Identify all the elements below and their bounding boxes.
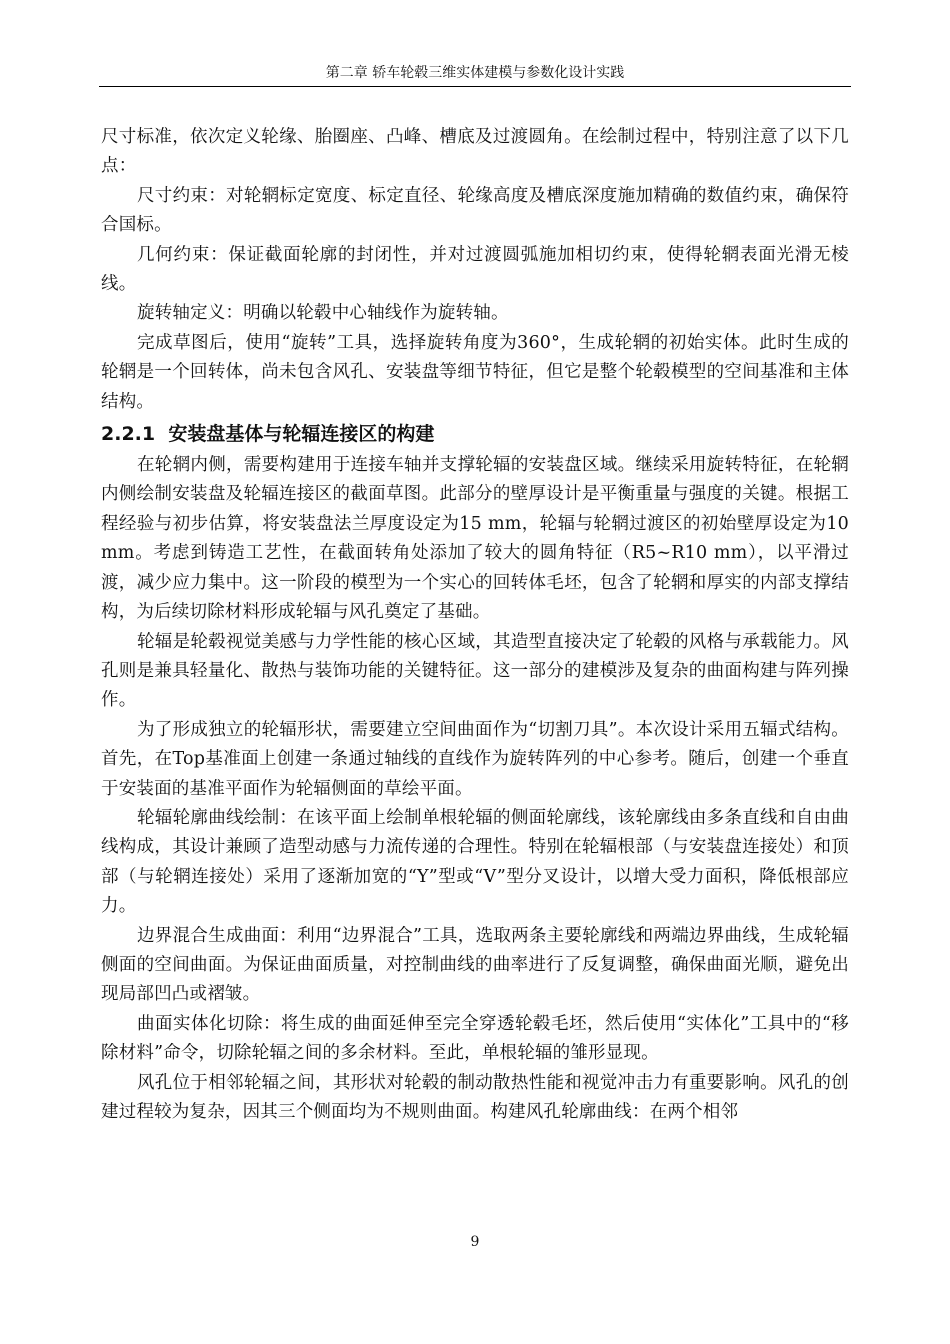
paragraph: 风孔位于相邻轮辐之间，其形状对轮毂的制动散热性能和视觉冲击力有重要影响。风孔的创建过程较为复杂，因其三个侧面均为不规则曲面。构建风孔轮廓曲线：在两个相邻: [101, 1072, 849, 1122]
paragraph: 轮辐轮廓曲线绘制：在该平面上绘制单根轮辐的侧面轮廓线，该轮廓线由多条直线和自由曲线构成，其设计兼顾了造型动感与力流传递的合理性。特别在轮辐根部（与安装盘连接处）和顶部（与轮辋连接处）采用了逐渐加宽的“Y”型或“V”型分叉设计，以增大受力面积，降低根部应力。: [101, 807, 849, 917]
body-text: [101, 123, 849, 1127]
paragraph: 尺寸标准，依次定义轮缘、胎圈座、凸峰、槽底及过渡圆角。在绘制过程中，特别注意了以下几点：: [101, 127, 849, 177]
section-heading: [101, 419, 849, 449]
section-number: 2.2.1: [101, 423, 156, 446]
paragraph: 为了形成独立的轮辐形状，需要建立空间曲面作为“切割刀具”。本次设计采用五辐式结构。首先，在Top基准面上创建一条通过轴线的直线作为旋转阵列的中心参考。随后，创建一个垂直于安装面的基准平面作为轮辐侧面的草绘平面。: [101, 719, 849, 799]
paragraph: 完成草图后，使用“旋转”工具，选择旋转角度为360°，生成轮辋的初始实体。此时生成的轮辋是一个回转体，尚未包含风孔、安装盘等细节特征，但它是整个轮毂模型的空间基准和主体结构。: [101, 332, 849, 412]
paragraph: 轮辐是轮毂视觉美感与力学性能的核心区域，其造型直接决定了轮毂的风格与承载能力。风孔则是兼具轻量化、散热与装饰功能的关键特征。这一部分的建模涉及复杂的曲面构建与阵列操作。: [101, 631, 849, 711]
paragraph: 边界混合生成曲面：利用“边界混合”工具，选取两条主要轮廓线和两端边界曲线，生成轮辐侧面的空间曲面。为保证曲面质量，对控制曲线的曲率进行了反复调整，确保曲面光顺，避免出现局部凹凸或褶皱。: [101, 925, 849, 1005]
section-title: 安装盘基体与轮辐连接区的构建: [168, 423, 435, 446]
page-number: 9: [470, 1234, 480, 1250]
header-divider: [99, 86, 851, 87]
paragraph: 在轮辋内侧，需要构建用于连接车轴并支撑轮辐的安装盘区域。继续采用旋转特征，在轮辋内侧绘制安装盘及轮辐连接区的截面草图。此部分的壁厚设计是平衡重量与强度的关键。根据工程经验与初步估算，将安装盘法兰厚度设定为15 mm，轮辐与轮辋过渡区的初始壁厚设定为10 mm。考虑到铸造工艺性，在截面转角处添加了较大的圆角特征（R5~R10 mm），以平滑过渡，减少应力集中。这一阶段的模型为一个实心的回转体毛坯，包含了轮辋和厚实的内部支撑结构，为后续切除材料形成轮辐与风孔奠定了基础。: [101, 455, 849, 623]
paragraph: 尺寸约束：对轮辋标定宽度、标定直径、轮缘高度及槽底深度施加精确的数值约束，确保符合国标。: [101, 185, 849, 236]
running-header: 第二章 轿车轮毂三维实体建模与参数化设计实践: [325, 65, 625, 81]
paragraph: 旋转轴定义：明确以轮毂中心轴线作为旋转轴。: [137, 303, 509, 324]
paragraph: 曲面实体化切除：将生成的曲面延伸至完全穿透轮毂毛坯，然后使用“实体化”工具中的“移除材料”命令，切除轮辐之间的多余材料。至此，单根轮辐的雏形显现。: [101, 1013, 849, 1064]
paragraph: 几何约束：保证截面轮廓的封闭性，并对过渡圆弧施加相切约束，使得轮辋表面光滑无棱线。: [101, 244, 849, 295]
